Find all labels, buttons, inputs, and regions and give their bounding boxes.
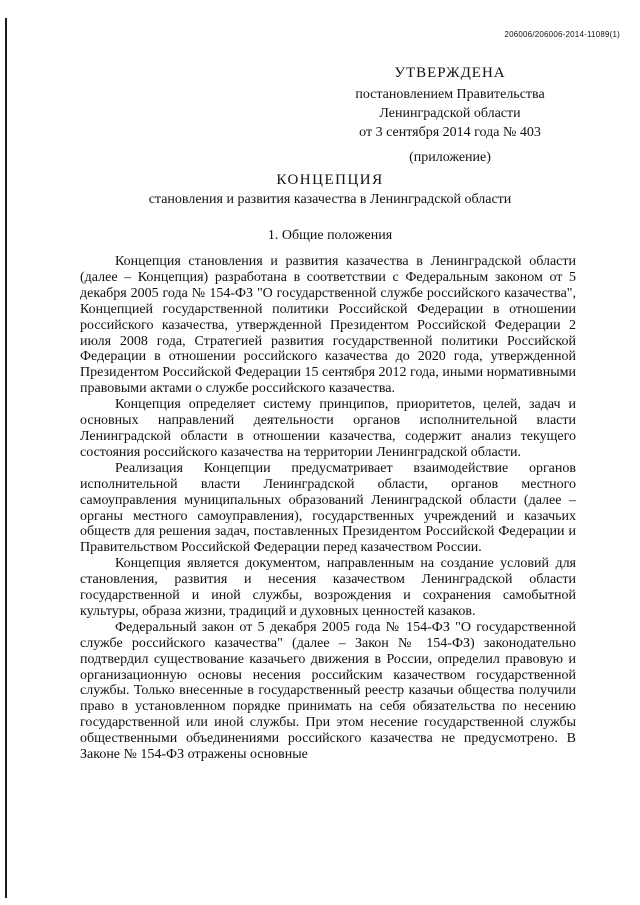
paragraph: Федеральный закон от 5 декабря 2005 года № 154-ФЗ "О государственной службе российского казачества" (далее – Закон № 154-ФЗ) законодательно подтвердил существование казачьего движения в России, определил правовую и организационную основы несения российским казачеством государственной службы. Только внесенные в государственный реестр казачьи общества получили право в установленном порядке принимать на себя обязательства по несению государственной или иной службы. При этом несение государственной службы общественными объединениями российского казачества не предусмотрено. В Законе № 154-ФЗ отражены основные	[80, 619, 576, 763]
approval-line-2: Ленинградской области	[379, 106, 521, 121]
paragraph: Концепция определяет систему принципов, приоритетов, целей, задач и основных направлений деятельности органов исполнительной власти Ленинградской области в отношении казачества, содержит анализ текущего состояния российского казачества на территории Ленинградской области.	[80, 397, 576, 460]
approval-title: УТВЕРЖДЕНА	[394, 65, 506, 81]
left-margin-rule	[5, 18, 7, 898]
paragraph: Концепция становления и развития казачества в Ленинградской области (далее – Концепция) разработана в соответствии с Федеральным законом от 5 декабря 2005 года № 154-ФЗ "О государственной службе российского казачества", Концепцией государственной политики Российской Федерации в отношении российского казачества, утвержденной Президентом Российской Федерации 2 июля 2008 года, Стратегией развития государственной политики Российской Федерации в отношении российского казачества до 2020 года, утвержденной Президентом Российской Федерации 15 сентября 2012 года, иными нормативными правовыми актами о службе российского казачества.	[80, 254, 576, 397]
paragraph: Реализация Концепции предусматривает взаимодействие органов исполнительной власти Ленинградской области, органов местного самоуправления муниципальных образований Ленинградской области (далее – органы местного самоуправления), государственных учреждений и казачьих обществ для решения задач, поставленных Президентом Российской Федерации и Правительством Российской Федерации перед казачеством России.	[80, 460, 576, 556]
approval-line-1: постановлением Правительства	[355, 87, 545, 102]
section-heading: 1. Общие положения	[267, 228, 393, 243]
approval-block	[340, 64, 560, 167]
paragraph: Концепция является документом, направленным на создание условий для становления, развития и несения казачеством Ленинградской области государственной и иной службы, возрождения и сохранения самобытной культуры, образа жизни, традиций и духовных ценностей казаков.	[80, 556, 576, 619]
approval-appendix: (приложение)	[409, 150, 491, 165]
document-subtitle: становления и развития казачества в Ленинградской области	[148, 192, 512, 207]
approval-line-3: от 3 сентября 2014 года № 403	[359, 125, 541, 140]
document-title: КОНЦЕПЦИЯ	[276, 172, 384, 188]
document-reference-number: 206006/206006-2014-11089(1)	[504, 30, 620, 39]
document-body	[80, 254, 576, 763]
